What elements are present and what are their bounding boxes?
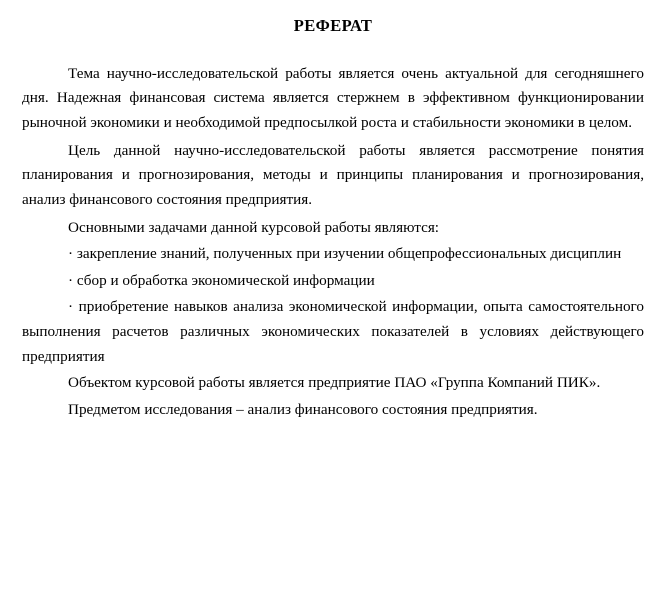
paragraph-tasks-lead: Основными задачами данной курсовой работы являются:: [68, 218, 440, 236]
paragraph-object: Объектом курсовой работы является предприятие ПАО «Группа Компаний ПИК».: [68, 374, 601, 392]
list-item-task-2: · сбор и обработка экономической информации: [68, 271, 375, 289]
list-item-task-3: · приобретение навыков анализа экономической информации, опыта самостоятельного выполнения расчетов различных экономических показателей в условиях действующего предприятия: [22, 298, 644, 365]
paragraph-intro-relevance: Тема научно-исследовательской работы является очень актуальной для сегодняшнего дня. Надежная финансовая система является стержнем в эффективном функционировании рыночной экономики и необходимой предпосылкой роста и стабильности экономики в целом.: [22, 64, 644, 132]
page-title: РЕФЕРАТ: [293, 16, 373, 35]
paragraph-subject: Предметом исследования – анализ финансового состояния предприятия.: [68, 400, 538, 418]
paragraph-goal: Цель данной научно-исследовательской работы является рассмотрение понятия планирования и прогнозирования, методы и принципы планирования и прогнозирования, анализ финансового состояния предприятия.: [22, 141, 644, 208]
list-item-task-1: · закрепление знаний, полученных при изучении общепрофессиональных дисциплин: [68, 245, 622, 263]
document-body: [22, 62, 644, 423]
